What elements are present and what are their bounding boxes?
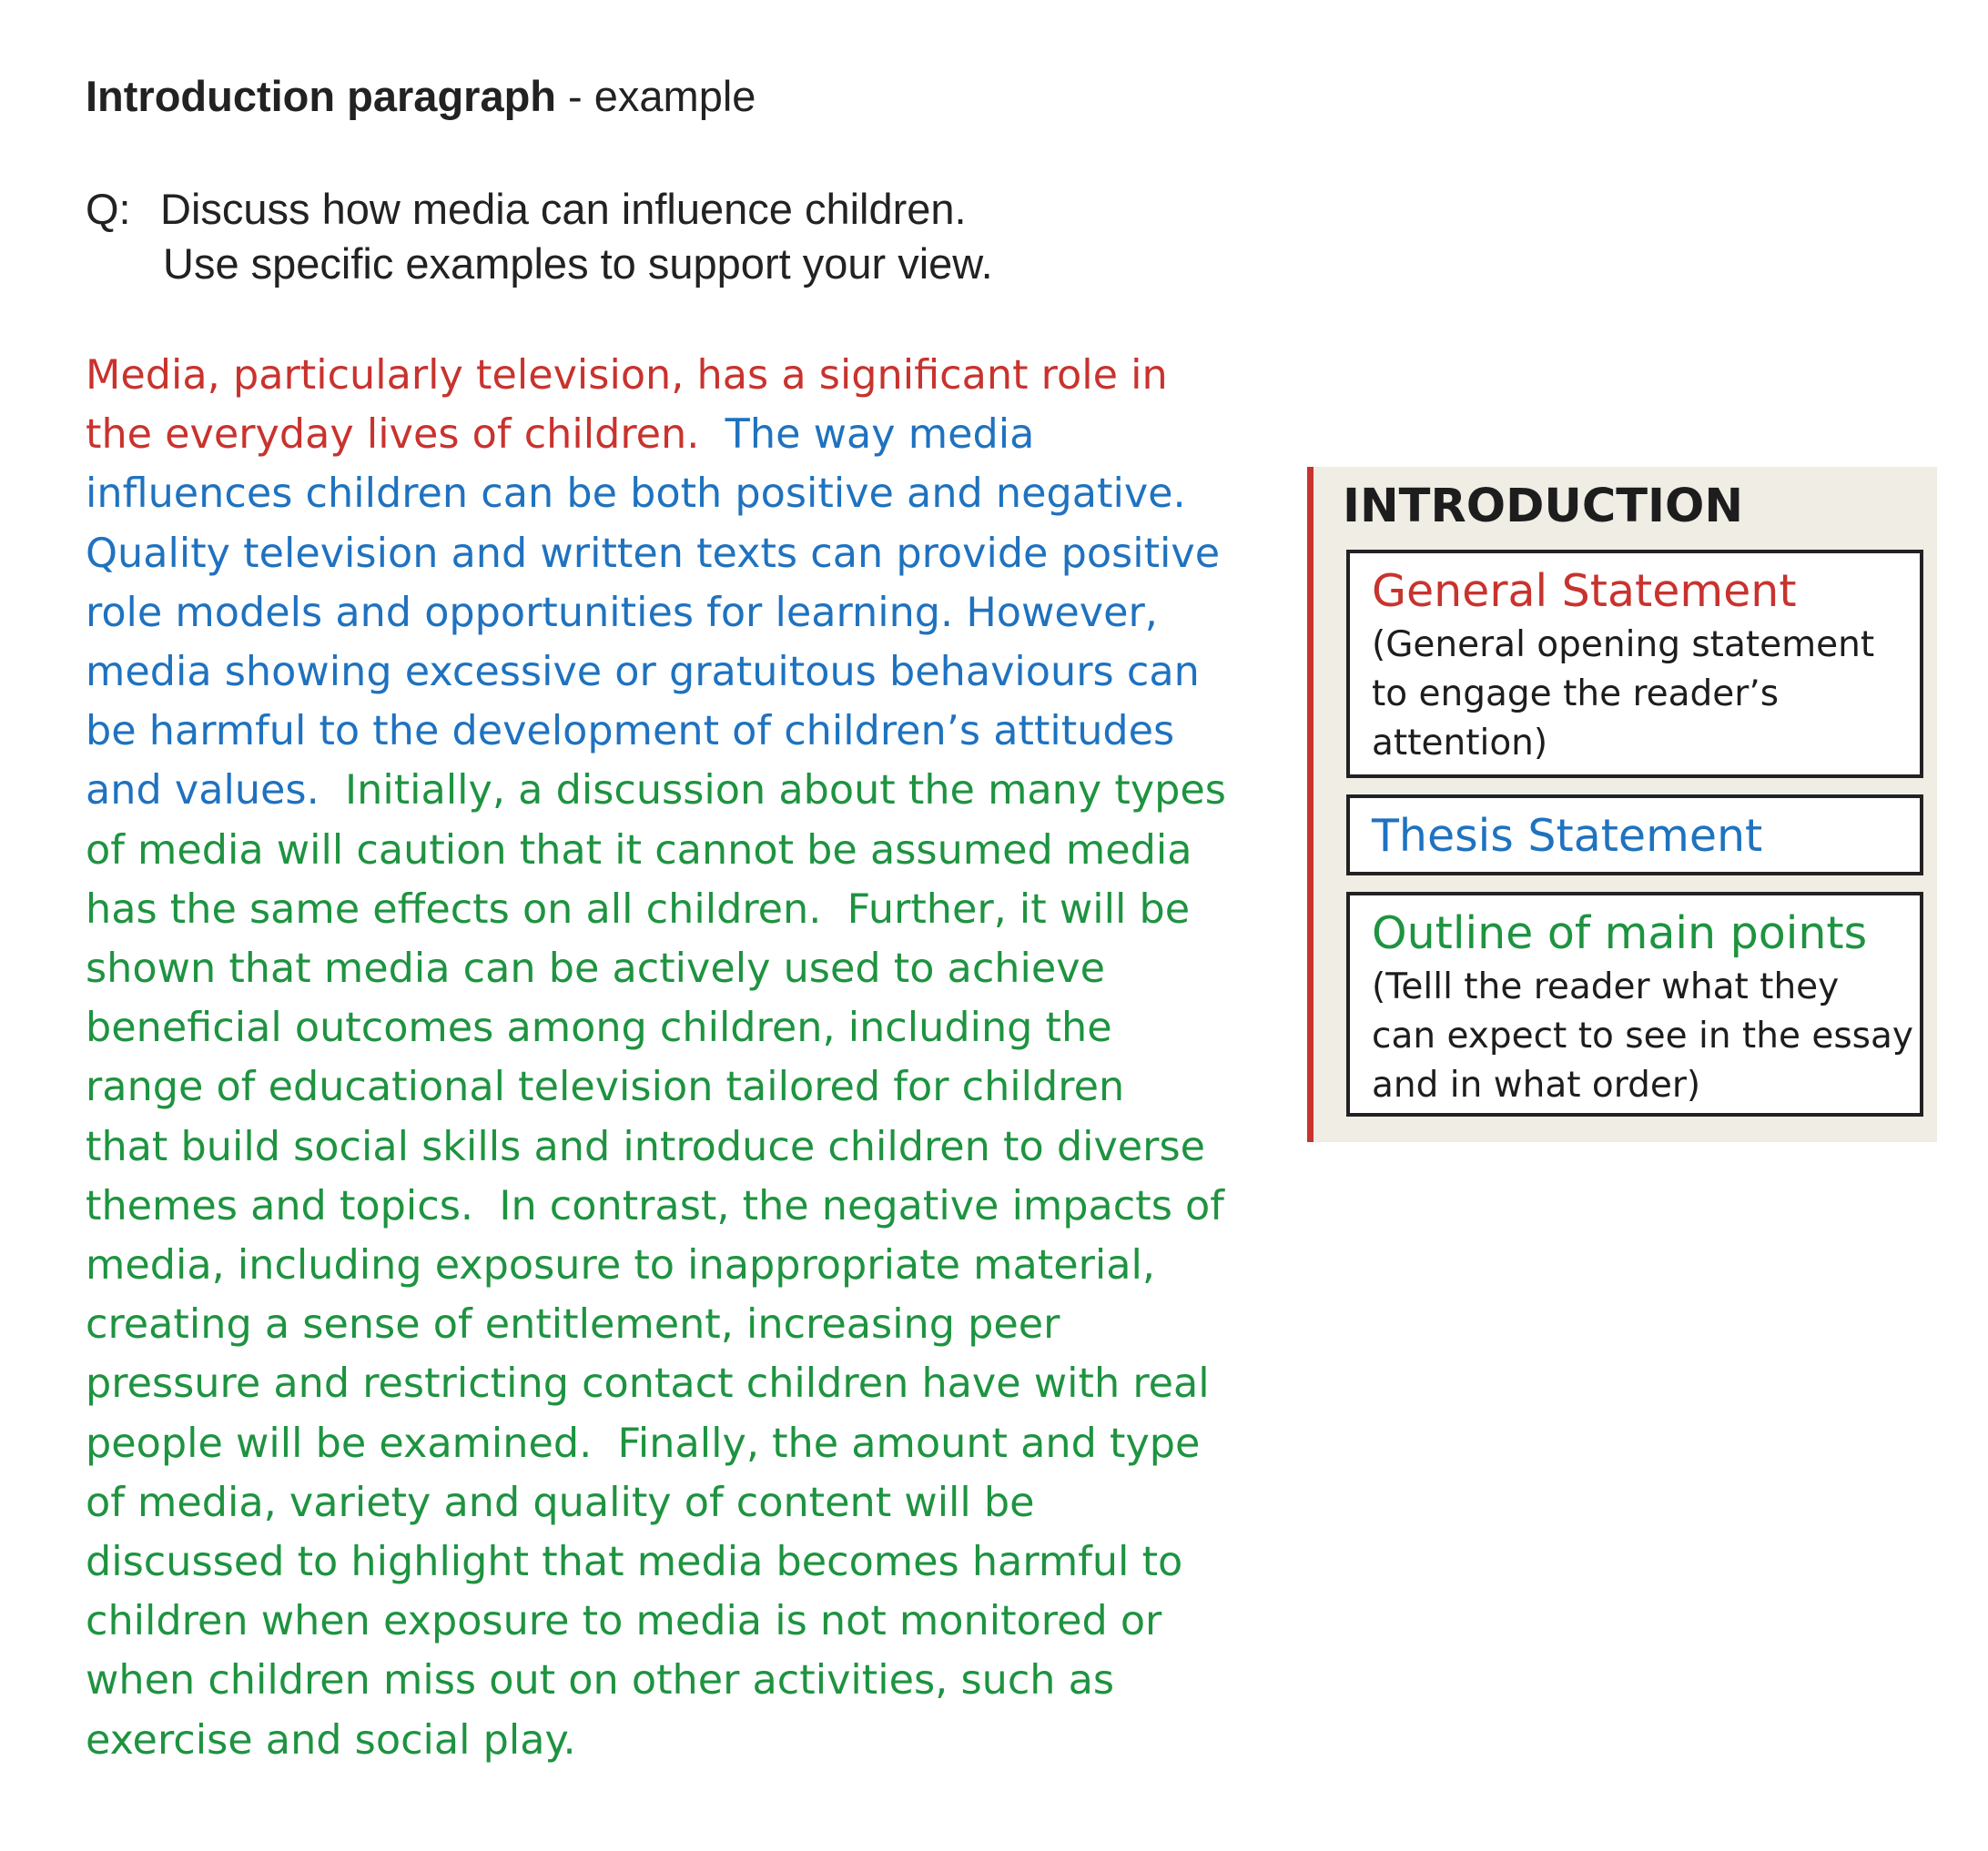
description-line: to engage the reader’s [1372, 673, 1780, 714]
essay-line: discussed to highlight that media becomes harmful to [86, 1539, 1183, 1586]
essay-line: media showing excessive or gratuitous behaviours can [86, 649, 1200, 696]
general-statement-heading: General Statement [1372, 565, 1797, 617]
thesis-statement-text: The way media [699, 411, 1035, 459]
essay-line: when children miss out on other activities, such as [86, 1657, 1115, 1704]
essay-line: range of educational television tailored for children [86, 1064, 1125, 1111]
essay-line: be harmful to the development of children’s attitudes [86, 708, 1175, 755]
essay-line [86, 405, 1287, 464]
question-block [86, 182, 993, 291]
essay-line: Media, particularly television, has a significant role in [86, 352, 1168, 399]
essay-line: influences children can be both positive and negative. [86, 470, 1186, 518]
thesis-statement-box [1346, 794, 1923, 875]
essay-line: exercise and social play. [86, 1716, 576, 1764]
outline-heading: Outline of main points [1372, 907, 1868, 959]
description-line: (Telll the reader what they [1372, 966, 1840, 1007]
essay-line: themes and topics. In contrast, the negative impacts of [86, 1182, 1224, 1229]
description-line: (General opening statement [1372, 624, 1875, 665]
essay-line: pressure and restricting contact children have with real [86, 1360, 1210, 1408]
general-statement-box [1346, 550, 1923, 778]
essay-line: Quality television and written texts can provide positive [86, 530, 1221, 577]
page-title [86, 71, 756, 121]
description-line: and in what order) [1372, 1065, 1701, 1106]
question-label: Q: [86, 185, 131, 233]
essay-line: of media will caution that it cannot be assumed media [86, 826, 1192, 874]
essay-line: role models and opportunities for learning. However, [86, 589, 1158, 636]
general-statement-text: the everyday lives of children. [86, 411, 700, 459]
outline-box [1346, 892, 1923, 1117]
page-title-suffix: - example [556, 72, 756, 120]
outline-description [1372, 963, 1913, 1110]
essay-line: people will be examined. Finally, the amount and type [86, 1420, 1201, 1467]
thesis-statement-text: and values. [86, 767, 320, 814]
essay-line: creating a sense of entitlement, increasing peer [86, 1301, 1060, 1349]
question-text-1: Discuss how media can influence children. [160, 185, 967, 233]
question-line-1 [86, 182, 993, 237]
essay-line: media, including exposure to inappropriate material, [86, 1242, 1156, 1290]
introduction-structure-panel [1307, 467, 1937, 1142]
general-statement-description [1372, 621, 1898, 768]
description-line: can expect to see in the essay [1372, 1016, 1913, 1057]
outline-text: Initially, a discussion about the many types [319, 767, 1226, 814]
description-line: attention) [1372, 723, 1548, 764]
essay-line: of media, variety and quality of content will be [86, 1479, 1035, 1526]
essay-line: shown that media can be actively used to achieve [86, 946, 1105, 993]
essay-line: beneficial outcomes among children, including the [86, 1005, 1112, 1052]
question-line-2: Use specific examples to support your view. [163, 239, 993, 288]
panel-title: INTRODUCTION [1343, 480, 1744, 533]
essay-line: that build social skills and introduce children to diverse [86, 1123, 1206, 1170]
page-title-bold: Introduction paragraph [86, 72, 556, 120]
essay-line: has the same effects on all children. Further, it will be [86, 885, 1191, 933]
essay-paragraph [86, 346, 1287, 1770]
essay-line: children when exposure to media is not monitored or [86, 1598, 1162, 1645]
essay-line [86, 761, 1287, 820]
thesis-statement-heading: Thesis Statement [1372, 810, 1763, 862]
